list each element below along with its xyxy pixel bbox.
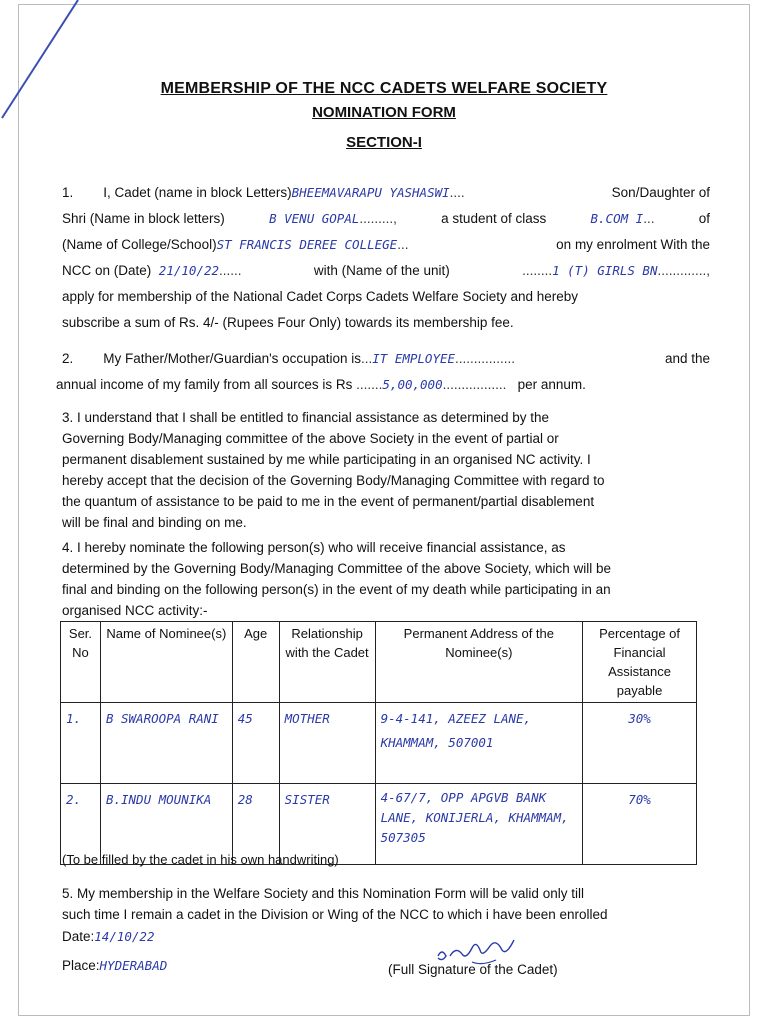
enrolment-date-field[interactable]: 21/10/22	[158, 263, 220, 278]
form-subtitle: NOMINATION FORM	[312, 104, 456, 121]
p2-text-c: annual income of my family from all sources is Rs	[56, 377, 353, 392]
p1-text-i: with (Name of the unit)	[313, 263, 450, 278]
class-field[interactable]: B.COM I	[590, 211, 644, 226]
p5-line-1: 5. My membership in the Welfare Society and this Nomination Form will be valid only till	[62, 886, 584, 901]
cell-percentage[interactable]: 30%	[583, 703, 697, 784]
p3-line-2: Governing Body/Managing committee of the above Society in the event of partial or	[62, 431, 559, 446]
p1-text-g: on my enrolment With the	[556, 237, 710, 252]
paragraph-3	[62, 407, 710, 533]
place-field[interactable]: HYDERABAD	[99, 958, 168, 973]
header-nominee-name: Name of Nominee(s)	[100, 622, 232, 703]
income-field[interactable]: 5,00,000	[382, 377, 443, 392]
p1-text-h: NCC on (Date)	[62, 263, 152, 278]
place-label: Place:	[62, 958, 100, 973]
header-age: Age	[232, 622, 279, 703]
p2-number: 2.	[62, 351, 74, 366]
p1-line-3: (Name of College/School)ST FRANCIS DEREE COLLEGE... on my enrolment With the	[62, 232, 710, 258]
table-row	[61, 703, 697, 784]
table-note: (To be filled by the cadet in his own handwriting)	[62, 852, 339, 867]
paragraph-4	[62, 537, 710, 621]
occupation-field[interactable]: IT EMPLOYEE	[372, 351, 456, 366]
signature-label: (Full Signature of the Cadet)	[388, 962, 558, 977]
p1-line-1: 1. I, Cadet (name in block Letters)BHEEMAVARAPU YASHASWI.... Son/Daughter of	[62, 180, 710, 206]
table-header-row	[61, 622, 697, 703]
paragraph-5	[62, 883, 710, 925]
header-relationship: Relationship with the Cadet	[279, 622, 375, 703]
p4-line-1: 4. I hereby nominate the following person(s) who will receive financial assistance, as	[62, 540, 566, 555]
p2-line-1: 2. My Father/Mother/Guardian's occupation is...IT EMPLOYEE................ and the	[62, 346, 710, 372]
p3-line-6: will be final and binding on me.	[62, 515, 247, 530]
p1-text-e: of	[698, 211, 710, 226]
date-label: Date:	[62, 929, 95, 944]
paragraph-1	[62, 180, 710, 336]
p4-line-3: final and binding on the following person(s) in the event of my death while participating in an	[62, 582, 611, 597]
p2-line-2: annual income of my family from all sources is Rs .......5,00,000................. per annum.	[56, 377, 586, 392]
cell-address[interactable]: 4-67/7, OPP APGVB BANK LANE, KONIJERLA, KHAMMAM, 507305	[375, 784, 583, 865]
place-row	[62, 958, 167, 973]
header-ser-no: Ser. No	[61, 622, 101, 703]
college-field[interactable]: ST FRANCIS DEREE COLLEGE	[216, 237, 398, 252]
cell-age[interactable]: 45	[232, 703, 279, 784]
unit-field[interactable]: 1 (T) GIRLS BN	[552, 263, 658, 278]
cell-nominee-name[interactable]: B.INDU MOUNIKA	[100, 784, 232, 865]
p1-line-4: NCC on (Date) 21/10/22...... with (Name of the unit) ........1 (T) GIRLS BN.............,	[62, 258, 710, 284]
p3-line-1: 3. I understand that I shall be entitled to financial assistance as determined by the	[62, 410, 550, 425]
date-field[interactable]: 14/10/22	[94, 929, 155, 944]
father-name-field[interactable]: B VENU GOPAL	[269, 211, 360, 226]
cell-ser-no[interactable]: 1.	[61, 703, 101, 784]
cell-relationship[interactable]: SISTER	[279, 784, 375, 865]
form-title: MEMBERSHIP OF THE NCC CADETS WELFARE SOCIETY	[160, 80, 608, 97]
header-address: Permanent Address of the Nominee(s)	[375, 622, 583, 703]
p1-line-5: apply for membership of the National Cadet Corps Cadets Welfare Society and hereby	[62, 289, 579, 304]
p1-line-6: subscribe a sum of Rs. 4/- (Rupees Four Only) towards its membership fee.	[62, 315, 514, 330]
nominee-table	[60, 621, 697, 865]
cadet-name-field[interactable]: BHEEMAVARAPU YASHASWI	[291, 185, 450, 200]
p4-line-2: determined by the Governing Body/Managing Committee of the above Society, which will be	[62, 561, 612, 576]
cell-age[interactable]: 28	[232, 784, 279, 865]
p2-text-b: and the	[664, 351, 710, 366]
p1-text-a: I, Cadet (name in block Letters)	[103, 185, 292, 200]
p1-line-2: Shri (Name in block letters) B VENU GOPAL........., a student of class B.COM I... of	[62, 206, 710, 232]
p4-line-4: organised NCC activity:-	[62, 603, 208, 618]
cell-percentage[interactable]: 70%	[583, 784, 697, 865]
p5-line-2: such time I remain a cadet in the Division or Wing of the NCC to which i have been enrolled	[62, 907, 608, 922]
p1-text-c: Shri (Name in block letters)	[62, 211, 225, 226]
cell-ser-no[interactable]: 2.	[61, 784, 101, 865]
p2-text-d: per annum.	[517, 377, 586, 392]
section-title: SECTION-I	[346, 134, 422, 151]
p1-text-f: (Name of College/School)	[62, 237, 217, 252]
p1-text-b: Son/Daughter of	[611, 185, 710, 200]
p3-line-3: permanent disablement sustained by me while participating in an organised NC activity. I	[62, 452, 591, 467]
p2-text-a: My Father/Mother/Guardian's occupation is	[103, 351, 361, 366]
cell-relationship[interactable]: MOTHER	[279, 703, 375, 784]
p1-text-d: a student of class	[441, 211, 547, 226]
paragraph-2	[62, 346, 710, 372]
cell-nominee-name[interactable]: B SWAROOPA RANI	[100, 703, 232, 784]
p3-line-4: hereby accept that the decision of the Governing Body/Managing Committee with regard to	[62, 473, 605, 488]
header-percentage: Percentage of Financial Assistance payable	[583, 622, 697, 703]
date-row	[62, 929, 155, 944]
p1-number: 1.	[62, 185, 74, 200]
p3-line-5: the quantum of assistance to be paid to me in the event of permanent/partial disablement	[62, 494, 595, 509]
cell-address[interactable]: 9-4-141, AZEEZ LANE, KHAMMAM, 507001	[375, 703, 583, 784]
